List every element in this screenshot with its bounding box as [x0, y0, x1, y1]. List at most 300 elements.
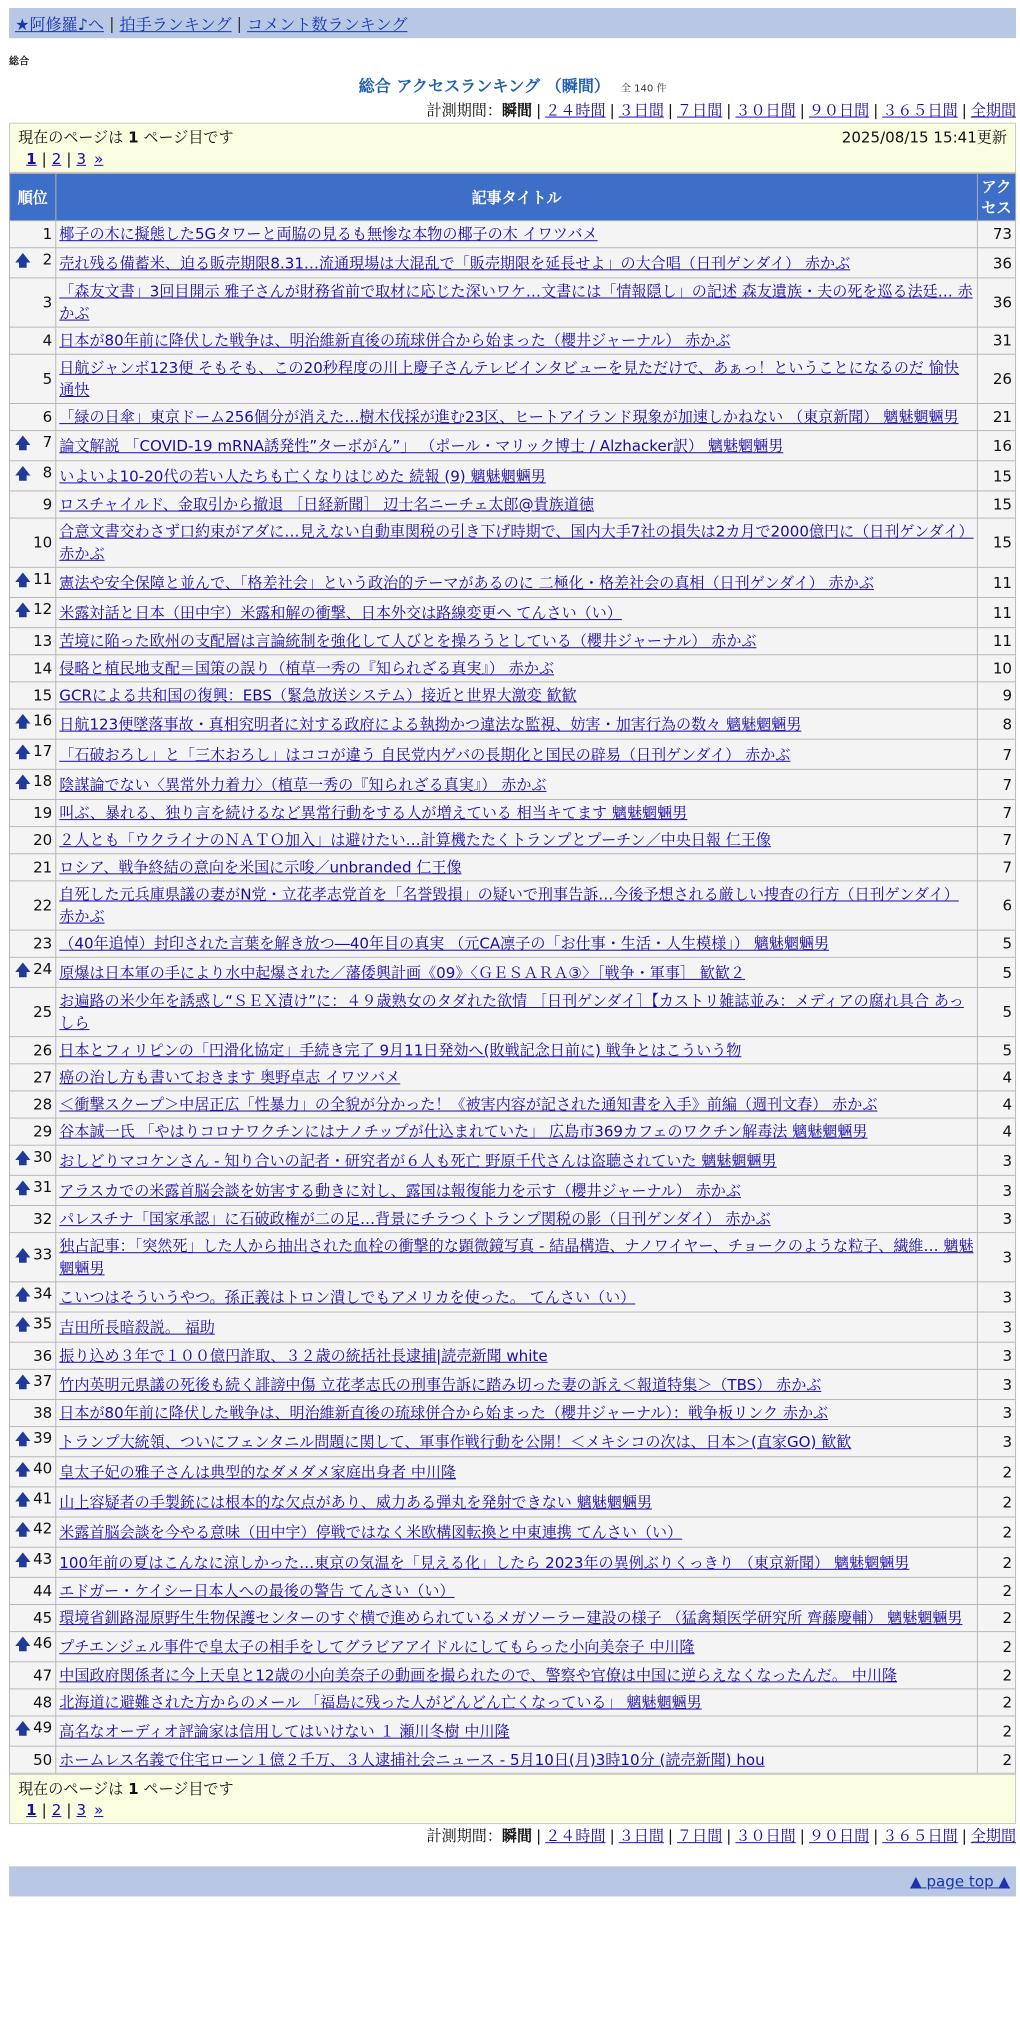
article-link[interactable]: 論文解説 「COVID-19 mRNA誘発性”ターボがん”」 （ポール・マリック博士 / Alzhacker訳） 魑魅魍魎男 — [59, 436, 784, 455]
access-count: 10 — [977, 655, 1015, 682]
access-count: 3 — [977, 1175, 1015, 1205]
article-link[interactable]: アラスカでの米露首脳会談を妨害する動きに対し、露国は報復能力を示す（櫻井ジャーナル） 赤かぶ — [59, 1181, 741, 1200]
table-row — [10, 1145, 1016, 1175]
article-link[interactable]: ２人とも「ウクライナのＮＡＴＯ加入」は避けたい…計算機たたくトランプとプーチン／中央日報 仁王像 — [59, 831, 771, 850]
title-cell — [56, 682, 978, 709]
period-separator: | — [799, 101, 805, 120]
up-arrow-icon: 🡅 — [15, 464, 31, 483]
access-count: 7 — [977, 827, 1015, 854]
rank-cell — [10, 567, 56, 597]
access-count: 3 — [977, 1369, 1015, 1399]
period-selector-bottom — [9, 1824, 1016, 1848]
rank-cell — [10, 1716, 56, 1746]
title-cell — [56, 1312, 978, 1342]
access-count: 36 — [977, 248, 1015, 278]
period-separator: | — [961, 1827, 967, 1846]
pager-top — [9, 123, 1016, 173]
period-separator: | — [667, 101, 674, 120]
access-count: 3 — [977, 1145, 1015, 1175]
rank-number: 39 — [33, 1429, 53, 1448]
access-count: 11 — [977, 597, 1015, 627]
title-cell — [56, 957, 978, 987]
article-link[interactable]: 山上容疑者の手製銃には根本的な欠点があり、威力ある弾丸を発射できない 魑魅魍魎男 — [59, 1492, 653, 1512]
article-link[interactable]: エドガー・ケイシー日本人への最後の警告 てんさい（い） — [59, 1581, 455, 1600]
title-cell — [56, 739, 978, 769]
table-row — [10, 1457, 1016, 1487]
article-link[interactable]: 「緑の日傘」東京ドーム256個分が消えた…樹木伐採が進む23区、ヒートアイランド現象が加速しかねない （東京新聞） 魑魅魍魎男 — [59, 408, 959, 427]
title-cell — [56, 1118, 978, 1145]
table-row — [10, 957, 1016, 987]
table-row — [10, 827, 1016, 854]
title-cell — [56, 854, 978, 881]
article-link[interactable]: 日本が80年前に降伏した戦争は、明治維新直後の琉球併合から始まった（櫻井ジャーナル）：戦争板リンク 赤かぶ — [59, 1403, 829, 1423]
rank-cell — [10, 1632, 56, 1662]
title-cell — [56, 987, 978, 1036]
article-link[interactable]: 100年前の夏はこんなに涼しかった…東京の気温を「見える化」したら 2023年の異例ぶりくっきり （東京新聞） 魑魅魍魎男 — [59, 1553, 910, 1572]
access-count: 21 — [977, 404, 1015, 431]
access-count: 2 — [977, 1457, 1015, 1487]
article-link[interactable]: 振り込め３年で１００億円詐取、３２歳の統括社長逮捕|読売新聞 white — [59, 1346, 548, 1365]
article-link[interactable]: 癌の治し方も書いておきます 奥野卓志 イワツバメ — [59, 1068, 401, 1087]
rank-number: 34 — [33, 1284, 53, 1303]
title-cell — [56, 1487, 978, 1517]
rank-number: 4 — [42, 331, 53, 350]
period-separator: | — [726, 1827, 732, 1846]
period-separator: | — [961, 101, 967, 120]
updated-timestamp: 2025/08/15 15:41更新 — [841, 128, 1008, 147]
access-count: 5 — [977, 957, 1015, 987]
title-cell — [56, 1091, 978, 1118]
page-title: 総合 アクセスランキング （瞬間） — [358, 76, 611, 96]
table-row — [10, 1342, 1016, 1369]
rank-cell — [10, 491, 56, 518]
current-page-text: 現在のページは 1 ページ目です — [18, 128, 234, 147]
next-page-link[interactable]: » — [94, 1800, 104, 1820]
table-row — [10, 1175, 1016, 1205]
access-count: 3 — [977, 1312, 1015, 1342]
rank-number: 27 — [33, 1068, 53, 1087]
article-link[interactable]: 環境省釧路湿原野生生物保護センターのすぐ横で進められているメガソーラー建設の様子 （猛禽類医学研究所 齊藤慶輔） 魑魅魍魎男 — [59, 1609, 963, 1628]
period-current: 瞬間 — [501, 101, 533, 120]
nav-separator: | — [236, 13, 243, 33]
article-link[interactable]: 合意文書交わさず口約束がアダに…見えない自動車関税の引き下げ時期で、国内大手7社の損失は2カ月で2000億円に（日刊ゲンダイ） 赤かぶ — [59, 522, 974, 563]
rank-number: 1 — [42, 225, 53, 244]
rank-cell — [10, 1547, 56, 1577]
rank-cell — [10, 1746, 56, 1773]
article-link[interactable]: 憲法や安全保障と並んで、「格差社会」という政治的テーマがあるのに 二極化・格差社会の真相（日刊ゲンダイ） 赤かぶ — [59, 573, 874, 592]
rank-number: 9 — [42, 495, 53, 514]
table-row — [10, 1312, 1016, 1342]
article-link[interactable]: 北海道に避難された方からのメール 「福島に残った人がどんどん亡くなっている」 魑魅魍魎男 — [59, 1693, 702, 1712]
article-link[interactable]: 椰子の木に擬態した5Gタワーと両脇の見るも無惨な本物の椰子の木 イワツバメ — [59, 225, 598, 244]
nav-separator: | — [109, 13, 115, 33]
title-cell — [56, 1577, 978, 1604]
rank-number: 28 — [33, 1095, 53, 1114]
table-row — [10, 491, 1016, 518]
rank-number: 33 — [33, 1244, 53, 1263]
title-cell — [56, 628, 978, 655]
period-separator: | — [799, 1827, 805, 1846]
page-link-3[interactable]: 3 — [76, 1800, 87, 1820]
article-link[interactable]: 米露首脳会談を今やる意味（田中宇）停戦ではなく米欧構図転換と中東連携 てんさい（い） — [59, 1523, 683, 1542]
table-row — [10, 1282, 1016, 1312]
header-access: アクセス — [977, 173, 1015, 220]
table-row — [10, 327, 1016, 354]
period-link-2[interactable]: ７日間 — [677, 1827, 723, 1846]
title-cell — [56, 1662, 978, 1689]
rank-cell — [10, 1399, 56, 1426]
period-link-0[interactable]: ２４時間 — [545, 101, 606, 120]
title-cell — [56, 518, 978, 567]
table-row — [10, 354, 1016, 403]
access-count: 2 — [977, 1517, 1015, 1547]
up-arrow-icon: 🡅 — [15, 1635, 31, 1654]
up-arrow-icon: 🡅 — [15, 1520, 31, 1539]
table-row — [10, 221, 1016, 248]
article-link[interactable]: 「石破おろし」と「三木おろし」はココが違う 自民党内ゲバの長期化と国民の辟易（日刊ゲンダイ） 赤かぶ — [59, 745, 791, 764]
rank-number: 21 — [33, 858, 53, 877]
up-arrow-icon: 🡅 — [15, 1490, 31, 1509]
rank-number: 24 — [33, 959, 53, 978]
access-count: 15 — [977, 491, 1015, 518]
rank-cell — [10, 461, 56, 491]
period-link-3[interactable]: ３０日間 — [735, 1827, 796, 1846]
article-link[interactable]: ＜衝撃スクープ＞中居正広「性暴力」の全貌が分かった！《被害内容が記された通知書を入手》前編（週刊文春） 赤かぶ — [59, 1095, 878, 1114]
access-count: 2 — [977, 1689, 1015, 1716]
rank-number: 41 — [33, 1489, 53, 1508]
article-link[interactable]: 中国政府関係者に今上天皇と12歳の小向美奈子の動画を撮られたので、警察や官僚は中国に逆らえなくなったんだ。 中川隆 — [59, 1666, 898, 1685]
title-cell — [56, 1233, 978, 1282]
title-cell — [56, 769, 978, 799]
title-cell — [56, 1064, 978, 1091]
article-link[interactable]: ロシア、戦争終結の意向を米国に示唆／unbranded 仁王像 — [59, 858, 462, 877]
rank-number: 12 — [33, 599, 53, 619]
access-count: 5 — [977, 987, 1015, 1036]
title-cell — [56, 930, 978, 957]
period-link-4[interactable]: ９０日間 — [808, 101, 870, 120]
rank-cell — [10, 1118, 56, 1145]
access-count: 2 — [977, 1547, 1015, 1577]
rank-number: 17 — [33, 741, 53, 760]
period-link-1[interactable]: ３日間 — [618, 1827, 664, 1846]
period-label: 計測期間： — [426, 1827, 502, 1846]
nav-link-comment-ranking[interactable]: コメント数ランキング — [247, 14, 408, 34]
access-count: 16 — [977, 431, 1015, 461]
rank-number: 11 — [33, 569, 53, 588]
rank-cell — [10, 1091, 56, 1118]
article-link[interactable]: 谷本誠一氏 「やはりコロナワクチンにはナノチップが仕込まれていた」 広島市369カフェのワクチン解毒法 魑魅魍魎男 — [59, 1122, 868, 1141]
period-separator: | — [536, 1827, 542, 1846]
rank-number: 26 — [33, 1041, 53, 1060]
title-cell — [56, 1342, 978, 1369]
rank-cell — [10, 1577, 56, 1604]
access-count: 4 — [977, 1091, 1015, 1118]
total-count: 全 140 件 — [620, 83, 667, 95]
ranking-table — [9, 173, 1016, 1774]
nav-link-asyura-home[interactable]: ★阿修羅♪へ — [15, 14, 105, 34]
rank-number: 47 — [33, 1666, 53, 1685]
rank-number: 16 — [33, 711, 53, 730]
access-count: 3 — [977, 1399, 1015, 1426]
article-link[interactable]: パレスチナ「国家承認」に石破政権が二の足…背景にチラつくトランプ関税の影（日刊ゲンダイ） 赤かぶ — [59, 1210, 771, 1229]
article-link[interactable]: （40年追悼）封印された言葉を解き放つ―40年目の真実 （元CA凛子の「お仕事・生活・人生模様」） 魑魅魍魎男 — [59, 934, 830, 953]
section-label: 総合 — [9, 56, 30, 68]
period-separator: | — [873, 1827, 879, 1846]
article-link[interactable]: 吉田所長暗殺説。 福助 — [59, 1318, 215, 1337]
period-link-6[interactable]: 全期間 — [970, 101, 1017, 120]
table-row — [10, 278, 1016, 327]
article-link[interactable]: こいつはそういうやつ。孫正義はトロン潰しでもアメリカを使った。 てんさい（い） — [59, 1287, 636, 1306]
article-link[interactable]: 日本とフィリピンの「円滑化協定」手続き完了 9月11日発効へ(敗戦記念日前に) 戦争とはこういう物 — [59, 1041, 742, 1060]
rank-cell — [10, 354, 56, 403]
title-cell — [56, 1547, 978, 1577]
article-link[interactable]: 竹内英明元県議の死後も続く誹謗中傷 立花孝志氏の刑事告訴に踏み切った妻の訴え＜報道特集＞（TBS） 赤かぶ — [59, 1375, 822, 1394]
title-cell — [56, 354, 978, 403]
table-row — [10, 1037, 1016, 1064]
table-row — [10, 567, 1016, 597]
pager-status-line — [18, 1777, 1007, 1799]
title-cell — [56, 278, 978, 327]
up-arrow-icon: 🡅 — [15, 251, 31, 270]
table-row — [10, 854, 1016, 881]
rank-cell — [10, 1342, 56, 1369]
access-count: 7 — [977, 799, 1015, 826]
table-row — [10, 682, 1016, 709]
article-link[interactable]: 原爆は日本軍の手により水中起爆された／藩倭興計画《09》〈ＧＥＳＡＲＡ③〉［戦争・軍事］ 歓歓２ — [59, 963, 746, 982]
table-row — [10, 597, 1016, 627]
table-row — [10, 248, 1016, 278]
page-link-2[interactable]: 2 — [51, 1800, 62, 1820]
access-count: 3 — [977, 1342, 1015, 1369]
up-arrow-icon: 🡅 — [15, 1550, 31, 1569]
period-separator: | — [667, 1827, 674, 1846]
title-cell — [56, 827, 978, 854]
article-link[interactable]: プチエンジェル事件で皇太子の相手をしてグラビアアイドルにしてもらった小向美奈子 中川隆 — [59, 1637, 695, 1656]
rank-cell — [10, 1662, 56, 1689]
rank-cell — [10, 431, 56, 461]
rank-cell — [10, 709, 56, 739]
access-count: 9 — [977, 682, 1015, 709]
rank-number: 31 — [33, 1177, 53, 1196]
rank-cell — [10, 628, 56, 655]
rank-cell — [10, 248, 56, 278]
title-cell — [56, 1604, 978, 1631]
up-arrow-icon: 🡅 — [15, 570, 31, 589]
rank-cell — [10, 1312, 56, 1342]
article-link[interactable]: 陰謀論でない〈異常外力着力〉（植草一秀の『知られざる真実』） 赤かぶ — [59, 775, 547, 794]
article-link[interactable]: 独占記事：「突然死」した人から抽出された血栓の衝撃的な顕微鏡写真 - 結晶構造、ナノワイヤー、チョークのような粒子、繊維… 魑魅魍魎男 — [59, 1237, 974, 1278]
title-cell — [56, 461, 978, 491]
access-count: 2 — [977, 1632, 1015, 1662]
period-separator: | — [609, 1827, 615, 1846]
period-separator: | — [536, 101, 542, 120]
access-count: 6 — [977, 881, 1015, 930]
up-arrow-icon: 🡅 — [15, 1178, 31, 1197]
rank-cell — [10, 739, 56, 769]
rank-number: 30 — [33, 1147, 53, 1166]
rank-cell — [10, 854, 56, 881]
rank-cell — [10, 881, 56, 930]
access-count: 11 — [977, 628, 1015, 655]
page-separator: | — [41, 149, 47, 168]
article-link[interactable]: 叫ぶ、暴れる、独り言を続けるなど異常行動をする人が増えている 相当キてます 魑魅魍魎男 — [59, 804, 688, 823]
table-row — [10, 1577, 1016, 1604]
rank-cell — [10, 1145, 56, 1175]
table-row — [10, 1064, 1016, 1091]
title-cell — [56, 1632, 978, 1662]
up-arrow-icon: 🡅 — [15, 600, 31, 620]
period-link-2[interactable]: ７日間 — [677, 101, 723, 120]
rank-number: 50 — [33, 1750, 53, 1769]
rank-cell — [10, 1233, 56, 1282]
rank-cell — [10, 1487, 56, 1517]
period-link-1[interactable]: ３日間 — [618, 101, 664, 120]
title-cell — [56, 709, 978, 739]
title-cell — [56, 881, 978, 930]
article-link[interactable]: ホームレス名義で住宅ローン１億２千万、３人逮捕社会ニュース - 5月10日(月)3時10分 (読売新聞) hou — [59, 1750, 765, 1769]
period-link-6[interactable]: 全期間 — [970, 1827, 1017, 1846]
access-count: 2 — [977, 1487, 1015, 1517]
rank-number: 18 — [33, 771, 53, 790]
access-count: 4 — [977, 1064, 1015, 1091]
page-link-2[interactable]: 2 — [51, 149, 62, 168]
table-header-row — [10, 173, 1016, 220]
table-row — [10, 628, 1016, 655]
access-count: 2 — [977, 1604, 1015, 1631]
page-link-1[interactable]: 1 — [26, 149, 37, 168]
rank-cell — [10, 655, 56, 682]
access-count: 7 — [977, 854, 1015, 881]
title-cell — [56, 1517, 978, 1547]
article-link[interactable]: いよいよ10-20代の若い人たちも亡くなりはじめた 続報 (9) 魑魅魍魎男 — [59, 466, 546, 485]
table-row — [10, 1233, 1016, 1282]
rank-number: 48 — [33, 1693, 53, 1712]
access-count: 26 — [977, 354, 1015, 403]
title-cell — [56, 1037, 978, 1064]
rank-number: 15 — [33, 686, 53, 705]
rank-cell — [10, 682, 56, 709]
title-cell — [56, 1716, 978, 1746]
title-cell — [56, 1399, 978, 1426]
table-row — [10, 655, 1016, 682]
rank-cell — [10, 1064, 56, 1091]
article-link[interactable]: おしどりマコケンさん - 知り合いの記者・研究者が６人も死亡 野原千代さんは盗聴されていた 魑魅魍魎男 — [59, 1151, 777, 1170]
rank-cell — [10, 1037, 56, 1064]
article-link[interactable]: 高名なオーディオ評論家は信用してはいけない １ 瀬川冬樹 中川隆 — [59, 1722, 510, 1741]
rank-number: 8 — [42, 463, 53, 482]
access-count: 7 — [977, 739, 1015, 769]
period-separator: | — [873, 101, 879, 120]
rank-number: 23 — [33, 934, 53, 953]
rank-number: 29 — [33, 1122, 53, 1141]
rank-number: 22 — [33, 896, 53, 915]
page-separator: | — [66, 1800, 72, 1820]
table-row — [10, 1604, 1016, 1631]
period-link-5[interactable]: ３６５日間 — [882, 101, 958, 120]
period-link-3[interactable]: ３０日間 — [735, 101, 796, 120]
rank-number: 6 — [42, 408, 53, 427]
rank-number: 20 — [33, 831, 53, 850]
next-page-link[interactable]: » — [94, 149, 104, 168]
period-link-4[interactable]: ９０日間 — [808, 1827, 870, 1846]
up-arrow-icon: 🡅 — [15, 772, 31, 791]
rank-cell — [10, 221, 56, 248]
rank-number: 43 — [33, 1549, 53, 1568]
title-cell — [56, 1205, 978, 1232]
access-count: 3 — [977, 1427, 1015, 1457]
up-arrow-icon: 🡅 — [15, 742, 31, 761]
table-row — [10, 987, 1016, 1036]
article-link[interactable]: ロスチャイルド、金取引から撤退 ［日経新聞］ 辺士名ニーチェ太郎@貴族道徳 — [59, 495, 594, 514]
up-arrow-icon: 🡅 — [15, 1148, 31, 1167]
page-top-link[interactable]: ▲ page top ▲ — [910, 1872, 1011, 1891]
article-link[interactable]: 売れ残る備蓄米、迫る販売期限8.31…流通現場は大混乱で「販売期限を延長せよ」の大合唱（日刊ゲンダイ） 赤かぶ — [59, 253, 851, 272]
access-count: 7 — [977, 769, 1015, 799]
table-row — [10, 1662, 1016, 1689]
article-link[interactable]: 日航ジャンボ123便 そもそも、この20秒程度の川上慶子さんテレビインタビューを見ただけで、あぁっ！ということになるのだ 愉快通快 — [59, 358, 959, 399]
pager-bottom — [9, 1774, 1016, 1824]
rank-number: 32 — [33, 1210, 53, 1229]
page-link-3[interactable]: 3 — [76, 149, 87, 168]
up-arrow-icon: 🡅 — [15, 434, 31, 453]
title-cell — [56, 1369, 978, 1399]
article-link[interactable]: トランプ大統領、ついにフェンタニル問題に関して、軍事作戦行動を公開！＜メキシコの次は、日本＞(直家GO) 歓歓 — [59, 1432, 852, 1451]
title-cell — [56, 1746, 978, 1773]
period-current: 瞬間 — [501, 1827, 533, 1846]
rank-number: 3 — [42, 293, 53, 312]
up-arrow-icon: 🡅 — [15, 1460, 31, 1479]
rank-number: 44 — [33, 1581, 53, 1600]
access-count: 31 — [977, 327, 1015, 354]
rank-cell — [10, 987, 56, 1036]
nav-link-applause-ranking[interactable]: 拍手ランキング — [119, 14, 232, 34]
period-link-0[interactable]: ２４時間 — [545, 1827, 606, 1846]
article-link[interactable]: 米露対話と日本（田中宇）米露和解の衝撃、日本外交は路線変更へ てんさい（い） — [59, 603, 622, 622]
rank-cell — [10, 930, 56, 957]
period-link-5[interactable]: ３６５日間 — [882, 1827, 958, 1846]
article-link[interactable]: 日本が80年前に降伏した戦争は、明治維新直後の琉球併合から始まった（櫻井ジャーナル） 赤かぶ — [59, 331, 731, 350]
table-row — [10, 431, 1016, 461]
rank-cell — [10, 1369, 56, 1399]
rank-number: 7 — [42, 433, 53, 452]
table-row — [10, 881, 1016, 930]
rank-cell — [10, 1175, 56, 1205]
ranking-table-body — [10, 221, 1016, 1774]
table-row — [10, 1547, 1016, 1577]
article-link[interactable]: 「森友文書」3回目開示 雅子さんが財務省前で取材に応じた深いワケ…文書には「情報隠し」の記述 森友遺族・夫の死を巡る法廷… 赤かぶ — [59, 282, 973, 323]
top-nav-bar — [9, 8, 1016, 38]
access-count: 4 — [977, 1118, 1015, 1145]
article-link[interactable]: お遍路の米少年を誘惑し“ＳＥＸ漬け”に：４９歳熟女のタダれた欲情 ［日刊ゲンダイ］【カストリ雑誌並み：メディアの腐れ具合 あっしら — [59, 991, 964, 1033]
rank-number: 42 — [33, 1519, 53, 1538]
access-count: 3 — [977, 1233, 1015, 1282]
title-cell — [56, 655, 978, 682]
rank-cell — [10, 518, 56, 567]
title-cell — [56, 1457, 978, 1487]
table-row — [10, 518, 1016, 567]
article-link[interactable]: 侵略と植民地支配＝国策の誤り（植草一秀の『知られざる真実』） 赤かぶ — [59, 659, 555, 678]
ranking-title-row — [9, 73, 1016, 96]
rank-number: 5 — [42, 369, 53, 388]
article-link[interactable]: GCRによる共和国の復興：EBS（緊急放送システム）接近と世界大激変 歓歓 — [59, 686, 577, 705]
page-link-1[interactable]: 1 — [26, 1800, 37, 1820]
article-link[interactable]: 苦境に陥った欧州の支配層は言論統制を強化して人びとを操ろうとしている（櫻井ジャーナル） 赤かぶ — [59, 632, 757, 651]
article-link[interactable]: 日航123便墜落事故・真相究明者に対する政府による執拗かつ違法な監視、妨害・加害行為の数々 魑魅魍魎男 — [59, 715, 802, 734]
article-link[interactable]: 自死した元兵庫県議の妻がN党・立花孝志党首を「名誉毀損」の疑いで刑事告訴…今後予想される厳しい捜査の行方（日刊ゲンダイ） 赤かぶ — [59, 885, 959, 926]
title-cell — [56, 567, 978, 597]
period-separator: | — [609, 101, 615, 120]
article-link[interactable]: 皇太子妃の雅子さんは典型的なダメダメ家庭出身者 中川隆 — [59, 1462, 457, 1481]
